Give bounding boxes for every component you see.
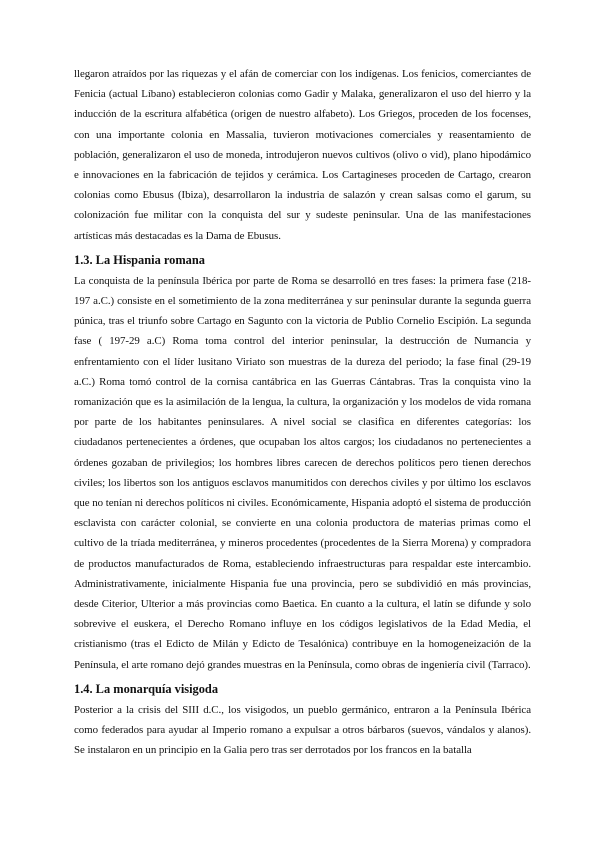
paragraph-monarquia-visigoda: Posterior a la crisis del SIII d.C., los visigodos, un pueblo germánico, entraron a la Península Ibérica como federados para ayudar al Imperio romano a expulsar a otros bárbaros (suevos, vándalos y alanos). Se instalaron en un principio en la Galia pero tras ser derrotados por los francos en la batalla: [74, 703, 531, 757]
document-page: [74, 64, 531, 761]
paragraph-colonizations: llegaron atraídos por las riquezas y el afán de comerciar con los indígenas. Los fenicios, comerciantes de Fenicia (actual Líbano) establecieron colonias como Gadir y Malaka, generalizaron el uso del hierro y la inducción de la escritura alfabética (origen de nuestro alfabeto). Los Griegos, proceden de los focenses, con una importante colonia en Massalia, tuvieron motivaciones comerciales y reasentamiento de población, generalizaron el uso de moneda, introdujeron nuevos cultivos (olivo o vid), plano hipodámico e innovaciones en la fabricación de tejidos y cerámica. Los Cartagineses proceden de Cartago, crearon colonias como Ebusus (Ibiza), desarrollaron la industria de salazón y crean salsas como el garum, su colonización fue militar con la conquista del sur y sudeste peninsular. Una de las manifestaciones artísticas más destacadas es la Dama de Ebusus.: [74, 68, 531, 242]
section-heading-hispania-romana: 1.3. La Hispania romana: [74, 252, 205, 267]
paragraph-hispania-romana: La conquista de la península Ibérica por parte de Roma se desarrolló en tres fases: la primera fase (218-197 a.C.) consiste en el sometimiento de la zona mediterránea y sur peninsular durante la segunda guerra púnica, tras el triunfo sobre Cartago en Sagunto con la victoria de Publio Cornelio Escipión. La segunda fase ( 197-29 a.C) Roma toma control del interior peninsular, la destrucción de Numancia y enfrentamiento con el líder lusitano Viriato son muestras de la dureza del periodo; la fase final (29-19 a.C.) Roma tomó control de la cornisa cantábrica en las Guerras Cántabras. Tras la conquista vino la romanización que es la asimilación de la lengua, la cultura, la organización y los modelos de vida romana por parte de los habitantes peninsulares. A nivel social se clasifica en diferentes categorías: los ciudadanos pertenecientes a órdenes, que ocupaban los altos cargos; los ciudadanos no pertenecientes a órdenes gozaban de privilegios; los hombres libres carecen de derechos políticos pero tienen derechos civiles; los libertos son los antiguos esclavos manumitidos con derechos civiles y por último los esclavos que no tenían ni derechos políticos ni civiles. Económicamente, Hispania adoptó el sistema de producción esclavista con carácter colonial, se convierte en una colonia productora de materias primas como el cultivo de la tríada mediterránea, y mineros procedentes (procedentes de la Sierra Morena) y compradora de productos manufacturados de Roma, estableciendo infraestructuras para respaldar este intercambio. Administrativamente, inicialmente Hispania fue una provincia, pero se subdividió en más provincias, desde Citerior, Ulterior a más provincias como Baetica. En cuanto a la cultura, el latín se difunde y solo sobrevive el euskera, el Derecho Romano influye en los códigos legislativos de la Edad Media, el cristianismo (tras el Edicto de Milán y Edicto de Tesalónica) contribuye en la homogeneización de la Península, el arte romano dejó grandes muestras en la Península, como obras de ingeniería civil (Tarraco).: [74, 274, 531, 671]
section-heading-monarquia-visigoda: 1.4. La monarquía visigoda: [74, 681, 219, 696]
